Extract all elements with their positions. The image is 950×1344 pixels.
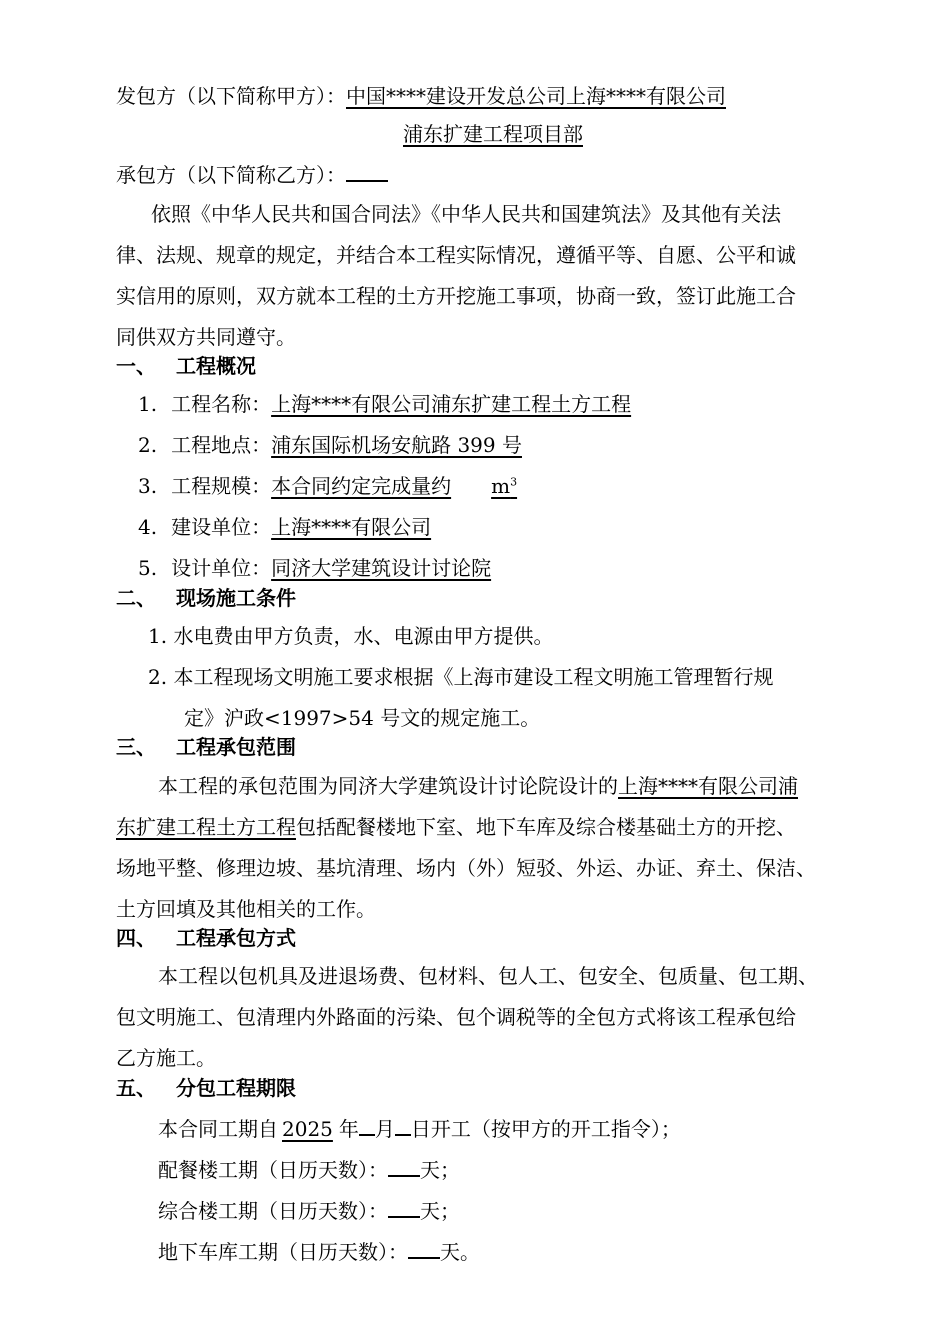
intro-line: 律、法规、规章的规定，并结合本工程实际情况，遵循平等、自愿、公平和诚	[116, 243, 796, 267]
section-4-heading: 四、 工程承包方式	[116, 926, 296, 950]
overview-item-name: 1. 工程名称：上海****有限公司浦东扩建工程土方工程	[138, 392, 632, 416]
intro-line: 同供双方共同遵守。	[116, 325, 296, 349]
overview-item-location: 2. 工程地点：浦东国际机场安航路 399 号	[138, 433, 522, 457]
intro-line: 依照《中华人民共和国合同法》《中华人民共和国建筑法》及其他有关法	[151, 202, 781, 226]
party-a-label: 发包方（以下简称甲方）：	[116, 84, 346, 108]
overview-item-designer: 5. 设计单位：同济大学建筑设计讨论院	[138, 556, 492, 580]
method-line: 本工程以包机具及进退场费、包材料、包人工、包安全、包质量、包工期、	[158, 964, 818, 988]
overview-item-builder: 4. 建设单位：上海****有限公司	[138, 515, 432, 539]
party-b-label: 承包方（以下简称乙方）：	[116, 163, 346, 187]
party-a-line	[116, 86, 726, 106]
party-b-line	[116, 162, 388, 185]
party-a-name-cont: 浦东扩建工程项目部	[403, 122, 583, 146]
method-line: 包文明施工、包清理内外路面的污染、包个调税等的全包方式将该工程承包给	[116, 1005, 796, 1029]
party-a-name: 中国****建设开发总公司上海****有限公司	[346, 84, 726, 108]
period-canteen-line: 配餐楼工期（日历天数）： 天；	[158, 1158, 460, 1182]
section-2-heading: 二、 现场施工条件	[116, 586, 296, 610]
party-b-blank	[346, 162, 388, 182]
site-condition-item: 2. 本工程现场文明施工要求根据《上海市建设工程文明施工管理暂行规	[148, 665, 774, 689]
method-line: 乙方施工。	[116, 1046, 216, 1070]
section-5-heading: 五、 分包工程期限	[116, 1076, 296, 1100]
period-complex-line: 综合楼工期（日历天数）： 天；	[158, 1199, 460, 1223]
scope-line: 土方回填及其他相关的工作。	[116, 897, 376, 921]
site-condition-item-cont: 定》沪政<1997>54 号文的规定施工。	[184, 706, 541, 730]
scope-line: 东扩建工程土方工程包括配餐楼地下室、地下车库及综合楼基础土方的开挖、	[116, 815, 796, 839]
overview-item-scale: 3. 工程规模：本合同约定完成量约 $m^3$	[138, 474, 518, 498]
site-condition-item: 1. 水电费由甲方负责，水、电源由甲方提供。	[148, 624, 554, 648]
period-start-line: 本合同工期自 2025 年 月 日开工（按甲方的开工指令）；	[158, 1117, 681, 1141]
section-1-heading: 一、 工程概况	[116, 354, 256, 378]
intro-line: 实信用的原则，双方就本工程的土方开挖施工事项，协商一致，签订此施工合	[116, 284, 796, 308]
scope-line: 场地平整、修理边坡、基坑清理、场内（外）短驳、外运、办证、弃土、保洁、	[116, 856, 816, 880]
period-garage-line: 地下车库工期（日历天数）： 天。	[158, 1240, 480, 1264]
section-3-heading: 三、 工程承包范围	[116, 735, 296, 759]
scope-line: 本工程的承包范围为同济大学建筑设计讨论院设计的上海****有限公司浦	[158, 774, 798, 798]
